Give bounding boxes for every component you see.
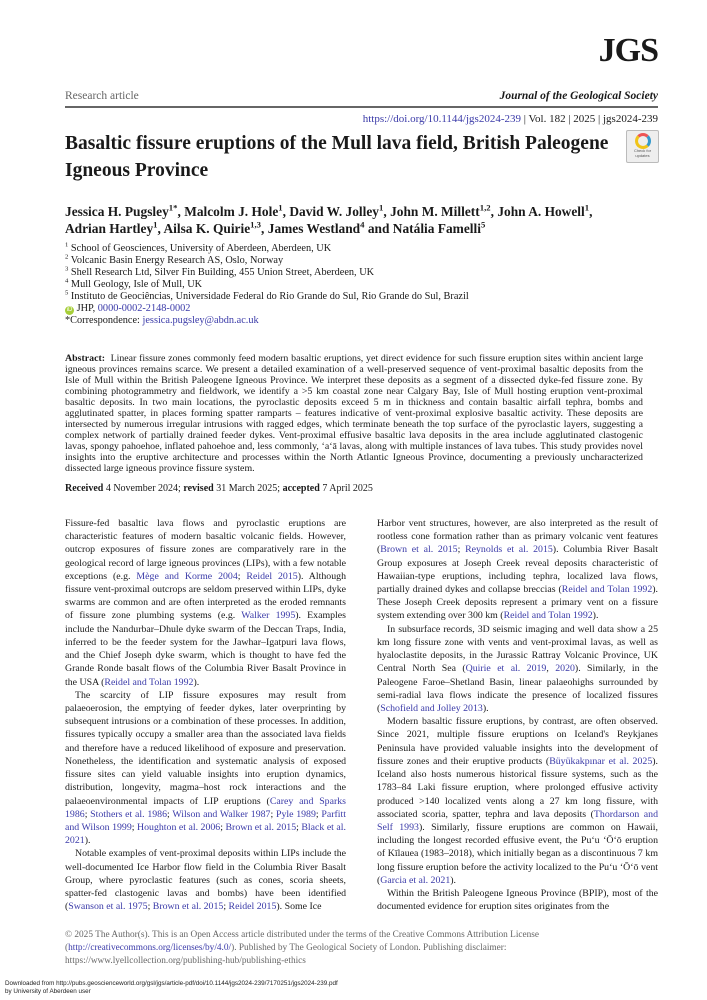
body-text: ). Iceland also hosts numerous historical fissure systems, such as the 1783–84 Laki fissure eruption, where prolonged effusive activity produced >140 localized vents along a 27 km long fissure, with associated scoria, spatter, tephra and lava deposits ( <box>377 755 658 820</box>
body-text: ; <box>237 570 247 582</box>
affiliation-text: School of Geosciences, University of Aberdeen, Aberdeen, UK <box>68 243 332 254</box>
body-text: In subsurface records, 3D seismic imaging and well data show a 25 km long fissure zone with vents and vent-proximal lavas, as well as hyaloclastite deposits, in the Jurassic Rattray Volcanic Province, UK Central North Sea ( <box>377 623 658 675</box>
citation-link[interactable]: Reidel 2015 <box>228 901 277 913</box>
affiliation-number: 3 <box>65 265 69 273</box>
author-name: Adrian Hartley <box>65 220 154 236</box>
email-link[interactable]: jessica.pugsley@abdn.ac.uk <box>142 314 259 326</box>
citation-link[interactable]: Brown et al. 2015 <box>225 821 297 833</box>
article-title: Basaltic fissure eruptions of the Mull lava field, British Paleogene Igneous Province <box>65 133 609 181</box>
affiliation <box>65 255 658 267</box>
citation-link[interactable]: Pyle 1989 <box>275 808 316 820</box>
received-date: 4 November 2024; <box>103 482 184 494</box>
affiliation-number: 5 <box>65 289 69 297</box>
body-text: ; <box>131 821 137 833</box>
badge-text: updates <box>635 152 650 158</box>
citation-link[interactable]: Walker 1995 <box>241 610 296 622</box>
volume-info: | Vol. 182 | 2025 | jgs2024-239 <box>521 113 658 125</box>
article-type: Research article <box>65 90 139 102</box>
copyright-text: © 2025 The Author(s). This is an Open Access article distributed under the terms of the Creative Commons Attribution License ( <box>65 930 540 954</box>
author-name: Malcolm J. Hole <box>184 204 279 219</box>
body-paragraph <box>65 689 346 848</box>
citation-link[interactable]: Reidel and Tolan 1992 <box>503 610 593 622</box>
body-text: ; <box>84 808 91 820</box>
body-text: ; <box>315 808 322 820</box>
accepted-date: 7 April 2025 <box>319 482 373 494</box>
orcid-icon: iD <box>66 306 73 313</box>
body-text: ). <box>84 835 91 847</box>
citation-link[interactable]: Garcia et al. 2021 <box>380 874 451 886</box>
body-text: ). Although fissure vent-proximal outcrops are seldom preserved within LIPs, dyke swarms are common and are often interpreted as the eroded remnants of fissure zone plumbing systems (e.g. <box>65 570 346 622</box>
affiliation <box>65 291 658 303</box>
body-text: ). Columbia River Basalt Group exposures at Joseph Creek reveal deposits characteristic of Hawaiian-type eruptions, including tephra, localized lava flows, partially drained dykes and collapse breccias ( <box>377 544 658 596</box>
author-name: John M. Millett <box>390 204 480 219</box>
citation-link[interactable]: Reynolds et al. 2015 <box>465 544 553 556</box>
author-affiliation-marker: 5 <box>480 219 486 230</box>
body-text: Within the British Paleogene Igneous Province (BPIP), most of the documented evidence for eruption sites originates from the <box>377 888 658 913</box>
body-paragraph <box>377 517 658 623</box>
download-url: Downloaded from http://pubs.geoscienceworld.org/gsl/jgs/article-pdf/doi/10.1144/jgs2024-239/7170251/jgs2024-239.pdf <box>5 980 338 988</box>
body-text: ; <box>223 901 229 913</box>
body-text: ). <box>482 702 489 714</box>
author-list: Jessica H. Pugsley$^{1*}$, Malcolm J. Hole$^1$, David W. Jolley$^1$, John M. Millett$^{1,2}$, John A. Howell$^1$, Adrian Hartley$^1$, Ailsa K. Quirie$^{1,3}$, James Westland$^4$ and Natália Famelli$^5$ <box>65 202 593 236</box>
citation-link[interactable]: 2020 <box>555 663 575 675</box>
body-text: Harbor vent structures, however, are also interpreted as the result of rootless cone formation rather than as primary volcanic vent features ( <box>377 517 658 556</box>
body-text: , <box>546 663 556 675</box>
citation-link[interactable]: Stothers et al. 1986 <box>90 808 168 820</box>
affiliation <box>65 267 658 279</box>
citation-link[interactable]: Brown et al. 2015 <box>380 544 458 556</box>
author-affiliation-marker: 1,3 <box>250 219 262 230</box>
body-paragraph <box>377 715 658 887</box>
author-affiliation-marker: 4 <box>360 219 365 230</box>
affiliation-number: 4 <box>65 277 69 285</box>
body-text: Modern basaltic fissure eruptions, by contrast, are often observed. Since 2021, multiple fissure eruptions on Iceland's Reykjanes Peninsula have provided valuable insights into the development of fissure zones and their eruptive products ( <box>377 716 658 767</box>
body-text: ). Examples include the Nandurbar–Dhule dyke swarm of the Deccan Traps, India, inferred to be the feeder system for the Jawhar–Igatpuri lava flows, and the Chief Joseph dyke swarm, which is thought to have fed the Grande Ronde basalt flows of the Columbia River Basalt Province in the USA ( <box>65 610 346 688</box>
correspondence-label: *Correspondence: <box>65 314 143 326</box>
citation-link[interactable]: Quirie et al. 2019 <box>465 663 547 675</box>
orcid-label: JHP, <box>76 302 98 314</box>
copyright-tail: ). Published by The Geological Society of London. Publishing disclaimer: https://www.lyellcollection.org/publishing-hub/publishing-ethics <box>65 943 507 967</box>
body-text: Fissure-fed basaltic lava flows and pyroclastic eruptions are characteristic features of modern basaltic volcanic fields. However, outcrop exposures of fissure zones are comparatively rare in the geological record of large igneous provinces (LIPs), with a few notable exceptions (e.g. <box>65 517 346 582</box>
article-body <box>5 0 659 999</box>
body-text: ; <box>270 808 276 820</box>
affiliation-number: 1 <box>65 241 69 249</box>
affiliation-text: Volcanic Basin Energy Research AS, Oslo, Norway <box>68 254 284 266</box>
citation-link[interactable]: Büyükakpınar et al. 2025 <box>549 755 653 767</box>
body-column-right <box>377 517 658 914</box>
citation-link[interactable]: Houghton et al. 2006 <box>137 821 221 833</box>
body-text: ; <box>147 901 153 913</box>
revised-label: revised <box>183 482 214 494</box>
citation-link[interactable]: Reidel and Tolan 1992 <box>104 676 194 688</box>
body-paragraph <box>65 847 346 913</box>
body-text: ). Some Ice <box>276 901 322 913</box>
affiliation-text: Mull Geology, Isle of Mull, UK <box>68 278 203 290</box>
author-affiliation-marker: 1,2 <box>479 202 491 213</box>
download-notice <box>5 980 658 999</box>
received-label: Received <box>65 482 104 494</box>
body-paragraph <box>377 887 658 913</box>
author-name: John A. Howell <box>497 204 585 219</box>
affiliations <box>65 243 658 326</box>
body-text: Notable examples of vent-proximal deposits within LIPs include the well-documented Ice Harbor flow field in the Columbia River Basalt Group, where pyroclastic features (such as cones, scoria sheets, spatter-fed clastogenic lavas and bombs) have been identified ( <box>65 848 346 913</box>
author-name: Ailsa K. Quirie <box>163 220 251 236</box>
orcid-link[interactable]: 0000-0002-2148-0002 <box>97 302 191 314</box>
copyright-notice <box>65 929 658 968</box>
citation-link[interactable]: Wilson and Walker 1987 <box>172 808 271 820</box>
body-paragraph <box>377 623 658 716</box>
citation-link[interactable]: Swanson et al. 1975 <box>68 901 148 913</box>
author-affiliation-marker: 1 <box>153 219 158 230</box>
citation-link[interactable]: Reidel and Tolan 1992 <box>561 584 653 596</box>
orcid-line <box>65 303 658 315</box>
affiliation-text: Shell Research Ltd, Silver Fin Building, 455 Union Street, Aberdeen, UK <box>68 266 375 278</box>
body-columns <box>65 517 658 914</box>
author-name: Jessica H. Pugsley <box>65 204 169 219</box>
citation-link[interactable]: Carey and Sparks 1986 <box>65 795 346 820</box>
citation-link[interactable]: Parfitt and Wilson 1999 <box>65 808 346 833</box>
citation-link[interactable]: Black et al. 2021 <box>65 821 346 847</box>
revised-date: 31 March 2025; <box>213 482 283 494</box>
author-name: David W. Jolley <box>289 204 380 219</box>
doi-link[interactable]: https://doi.org/10.1144/jgs2024-239 <box>362 113 521 125</box>
author-name: James Westland <box>267 220 361 236</box>
body-text: ). <box>450 874 456 886</box>
citation-link[interactable]: Reidel 2015 <box>246 570 298 582</box>
badge-text: Check for <box>633 148 652 153</box>
article-dates <box>65 483 658 495</box>
affiliation-number: 2 <box>65 253 69 261</box>
body-text: ). Similarly, in the Paleogene Faroe–Shetland Basin, linear palaeohighs surrounded by semi-radial lava flows indicate the presence of localized fissures ( <box>377 663 659 714</box>
author-name: Natália Famelli <box>392 220 481 236</box>
body-column-left <box>65 517 346 914</box>
abstract-text: Linear fissure zones commonly feed modern basaltic eruptions, yet direct evidence for such fissure eruption sites within ancient large igneous provinces remains scarce. We present a detailed examination of a well-preserved sequence of vent-proximal basaltic deposits from the Isle of Mull within the British Paleogene Igneous Province. We interpret these deposits as a segment of a dissected dyke-fed fissure zone. By combining photogrammetry and fieldwork, we identify a >5 km coastal zone near Calgary Bay, Isle of Mull hosting eruption vent-proximal basaltic deposits. In two main locations, the pyroclastic deposits exceed 5 m in thickness and contain basaltic airfall tephra, bombs and agglutinated spatter, in places forming spatter ramparts – features indicative of vent-proximal explosive basaltic activity. These deposits are intersected by numerous irregular intrusions with ragged edges, which terminate beneath the top surface of the pyroclastic layers, suggesting a complex network of partially drained feeder dykes. Vent-proximal effusive basaltic lava deposits in the area include agglutinated clastogenic lavas, spongy pahoehoe, inflated pahoehoe and, less commonly, ‘a‘ā lavas, along with multiple instances of lava tubes. This study provides novel insights into the eruptive architecture and processes within the North Atlantic Igneous Province, documenting a previously uncharacterized dissected large igneous province fissure system. <box>65 353 644 474</box>
affiliation <box>65 243 658 255</box>
author-affiliation-marker: 1 <box>278 202 283 213</box>
body-text: ). Similarly, fissure eruptions are common on Hawaii, including the longest recorded effusive event, the Puʻu ʻŌʻō eruption of Kīlauea (1983–2018), which initially began as a discontinuous 7 km long fissure eruption before the activity localized to the Puʻu ʻŌʻō vent ( <box>377 821 658 886</box>
body-paragraph <box>65 517 346 689</box>
body-text: ; <box>457 544 466 556</box>
abstract <box>65 354 643 474</box>
body-text: ). <box>592 610 599 622</box>
journal-logo: JGS <box>598 32 658 69</box>
affiliation <box>65 279 658 291</box>
author-affiliation-marker: 1* <box>168 202 178 213</box>
citation-link[interactable]: Brown et al. 2015 <box>152 901 224 913</box>
download-user: by University of Aberdeen user <box>5 987 91 995</box>
body-text: ; <box>167 808 173 820</box>
body-text: ). <box>193 676 200 688</box>
journal-title: Journal of the Geological Society <box>499 90 658 102</box>
correspondence <box>65 315 658 327</box>
body-text: ). These Joseph Creek deposits represent a primary vent on a fissure system extending over 300 km ( <box>377 584 658 622</box>
body-text: ; <box>296 821 302 833</box>
citation-link[interactable]: Schofield and Jolley 2013 <box>380 702 483 714</box>
body-text: ; <box>220 821 226 833</box>
abstract-label: Abstract: <box>65 353 106 365</box>
accepted-label: accepted <box>282 482 320 494</box>
author-affiliation-marker: 1 <box>379 202 384 213</box>
author-affiliation-marker: 1 <box>584 202 590 213</box>
citation-link[interactable]: Mège and Korme 2004 <box>136 570 238 582</box>
body-text: The scarcity of LIP fissure exposures may result from palaeoerosion, the emptying of feeder dykes, later overprinting by subsequent intrusions or a combination of these processes. In addition, fissures typically occupy a smaller area than the associated lava fields and therefore have a reduced likelihood of exposure and preservation. Nonetheless, the identification and systematic analysis of exposed fissure sites can yield valuable insights into eruption dynamics, distribution, longevity, magma–host rock interactions and the palaeoenvironmental impacts of LIP eruptions ( <box>65 689 346 807</box>
citation-link[interactable]: Thordarson and Self 1993 <box>377 808 658 833</box>
affiliation-text: Instituto de Geociências, Universidade Federal do Rio Grande do Sul, Rio Grande do Sul, Brazil <box>68 290 469 302</box>
license-link[interactable]: http://creativecommons.org/licenses/by/4.0/ <box>68 943 232 954</box>
